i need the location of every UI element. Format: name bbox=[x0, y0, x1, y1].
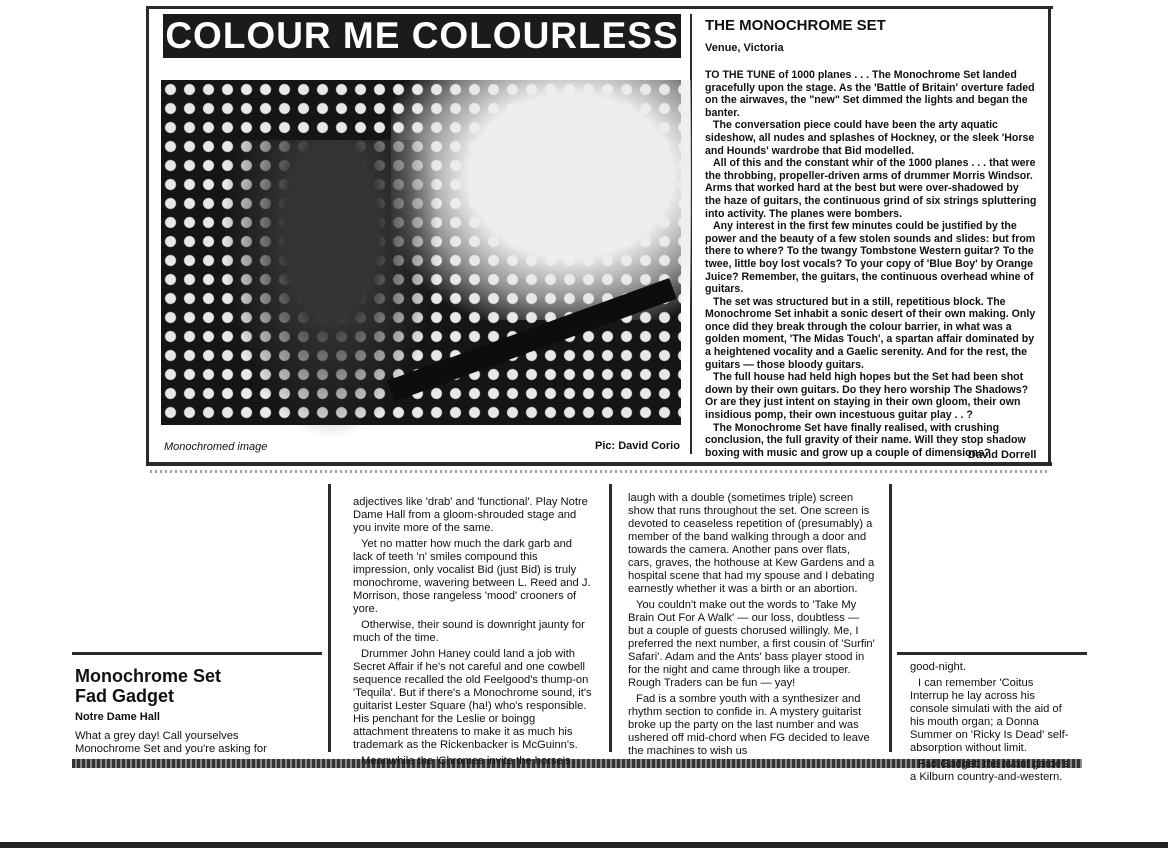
right-column-rule bbox=[897, 652, 1087, 655]
review2-heading-line1: Monochrome Set bbox=[75, 666, 222, 686]
review2-col4-paragraph: I can remember 'Coitus Interrup he lay across his console simulati with the aid of his mouth organ; a Donna Summer on 'Ricky Is Dead' self-absorption without limit. bbox=[910, 677, 1069, 754]
review2-column-1 bbox=[75, 730, 285, 759]
column-rule-3 bbox=[889, 484, 892, 752]
photo-credit: Pic: David Corio bbox=[595, 440, 680, 452]
review2-col2-paragraph: Meanwhile the 'Chromes invite the horse's bbox=[361, 755, 571, 767]
review1-paragraph: TO THE TUNE of 1000 planes . . . The Monochrome Set landed gracefully upon the stage. As the 'Battle of Britain' overture faded on the airwaves, the "new" Set dimmed the lights and began the banter. bbox=[705, 69, 1035, 119]
review2-column-3 bbox=[628, 492, 876, 761]
review1-body bbox=[705, 69, 1037, 459]
review2-col4-paragraph: Fad Gadget: the avant garde's a Kilburn country-and-western. bbox=[910, 758, 1069, 783]
article-bottom-rule bbox=[146, 462, 1052, 466]
left-border-rule bbox=[146, 6, 149, 466]
review2-heading-rule bbox=[72, 652, 322, 655]
review2-column-2 bbox=[353, 496, 593, 771]
speckle-band bbox=[150, 470, 1050, 473]
review2-col1-paragraph: What a grey day! Call yourselves Monochrome Set and you're asking for bbox=[75, 730, 267, 755]
review1-paragraph: The conversation piece could have been the arty aquatic sideshow, all nudes and splashes of Hockney, or the sleek 'Horse and Hounds' wardrobe that Bid modelled. bbox=[705, 119, 1035, 157]
review1-paragraph: The set was structured but in a still, repetitious block. The Monochrome Set inhabit a sonic desert of their own making. Only once did they break through the colour barrier, in what was a golden moment, 'The Midas Touch', a spartan affair dominated by a heightened vocality and a Gaelic serenity. And for the rest, the guitars — those bloody guitars. bbox=[705, 295, 1036, 371]
review1-venue: Venue, Victoria bbox=[705, 42, 784, 54]
review1-band-title: THE MONOCHROME SET bbox=[705, 17, 886, 34]
band-photo bbox=[161, 80, 681, 425]
review2-heading bbox=[75, 666, 221, 706]
review2-col2-paragraph: Yet no matter how much the dark garb and lack of teeth 'n' smiles compound this impression, only vocalist Bid (just Bid) is truly monochrome, wavering between L. Reed and J. Morrison, those rangeless 'mood' crooners of yore. bbox=[353, 538, 591, 615]
headline-banner: COLOUR ME COLOURLESS bbox=[163, 14, 681, 58]
review2-col3-paragraph: Fad is a sombre youth with a synthesizer and rhythm section to confide in. A mystery guitarist broke up the party on the last number and was ushered off mid-chord when FG decided to leave the machines to wish us bbox=[628, 693, 870, 757]
review1-paragraph: The full house had held high hopes but the Set had been shot down by their own guitars. Do they hero worship The Shadows? Or are they just intent on staying in their own gloom, their own insidious pomp, their own incestuous guitar play . . ? bbox=[705, 371, 1029, 422]
review2-venue: Notre Dame Hall bbox=[75, 711, 160, 723]
review2-column-4 bbox=[910, 661, 1070, 783]
top-border-rule bbox=[148, 6, 1053, 9]
review2-col2-paragraph: Drummer John Haney could land a job with Secret Affair if he's not careful and one cowbell sequence recalled the old Feelgood's thump-on 'Tequila'. But if there's a Monochrome sound, it's guitarist Lester Square (ha!) who's responsible. His penchant for the Leslie or boingg attachment threatens to make it as much his trademark as the Rickenbacker is McGuinn's. bbox=[353, 648, 592, 751]
review1-paragraph: Any interest in the first few minutes could be justified by the power and the beauty of a few stolen sounds and slides: but from there to where? To the twangy Tombstone Western guitar? To the twee, little boy lost vocals? To your copy of 'Blue Boy' by Orange Juice? Remember, the guitars, the continuous overhead whine of guitars. bbox=[705, 220, 1036, 296]
scan-edge-rule bbox=[0, 842, 1168, 848]
review2-heading-line2: Fad Gadget bbox=[75, 686, 175, 706]
column-rule-2 bbox=[609, 484, 612, 752]
right-border-rule bbox=[1048, 8, 1051, 466]
review1-paragraph: The Monochrome Set have finally realised, with crushing conclusion, the full gravity of their name. Will they stop shadow boxing with music and grow up a couple of dimensions? bbox=[705, 421, 1026, 459]
review1-paragraph: All of this and the constant whir of the 1000 planes . . . that were the throbbing, propeller-driven arms of drummer Morris Windsor. Arms that worked hard at the best but were over-shadowed by the haze of guitars, the continuous grind of six strings spluttering into activity. The planes were bombers. bbox=[705, 157, 1037, 220]
review2-col3-paragraph: You couldn't make out the words to 'Take My Brain Out For A Walk' — our loss, doubtless — but a couple of guests chorused willingly. Me, I preferred the next number, a first cousin of 'Surfin' Safari'. Adam and the Ants' bass player stood in for the night and came through like a trouper. Rough Traders can be fun — yay! bbox=[628, 599, 875, 689]
review2-col2-paragraph: adjectives like 'drab' and 'functional'. Play Notre Dame Hall from a gloom-shrouded stage and you invite more of the same. bbox=[353, 496, 588, 534]
review2-col4-paragraph: good-night. bbox=[910, 661, 966, 673]
review2-col3-paragraph: laugh with a double (sometimes triple) screen show that runs throughout the set. One screen is devoted to ceaseless repetition of (presumably) a member of the band walking through a door and towards the camera. Another pans over flats, cars, graves, the hothouse at Kew Gardens and a hospital scene that had my spouse and I debating earnestly whether it was a birth or an abortion. bbox=[628, 492, 875, 595]
photo-caption: Monochromed image bbox=[164, 441, 268, 453]
review2-col2-paragraph: Otherwise, their sound is downright jaunty for much of the time. bbox=[353, 619, 585, 644]
column-rule-1 bbox=[328, 484, 331, 752]
review1-author: David Dorrell bbox=[968, 449, 1037, 461]
